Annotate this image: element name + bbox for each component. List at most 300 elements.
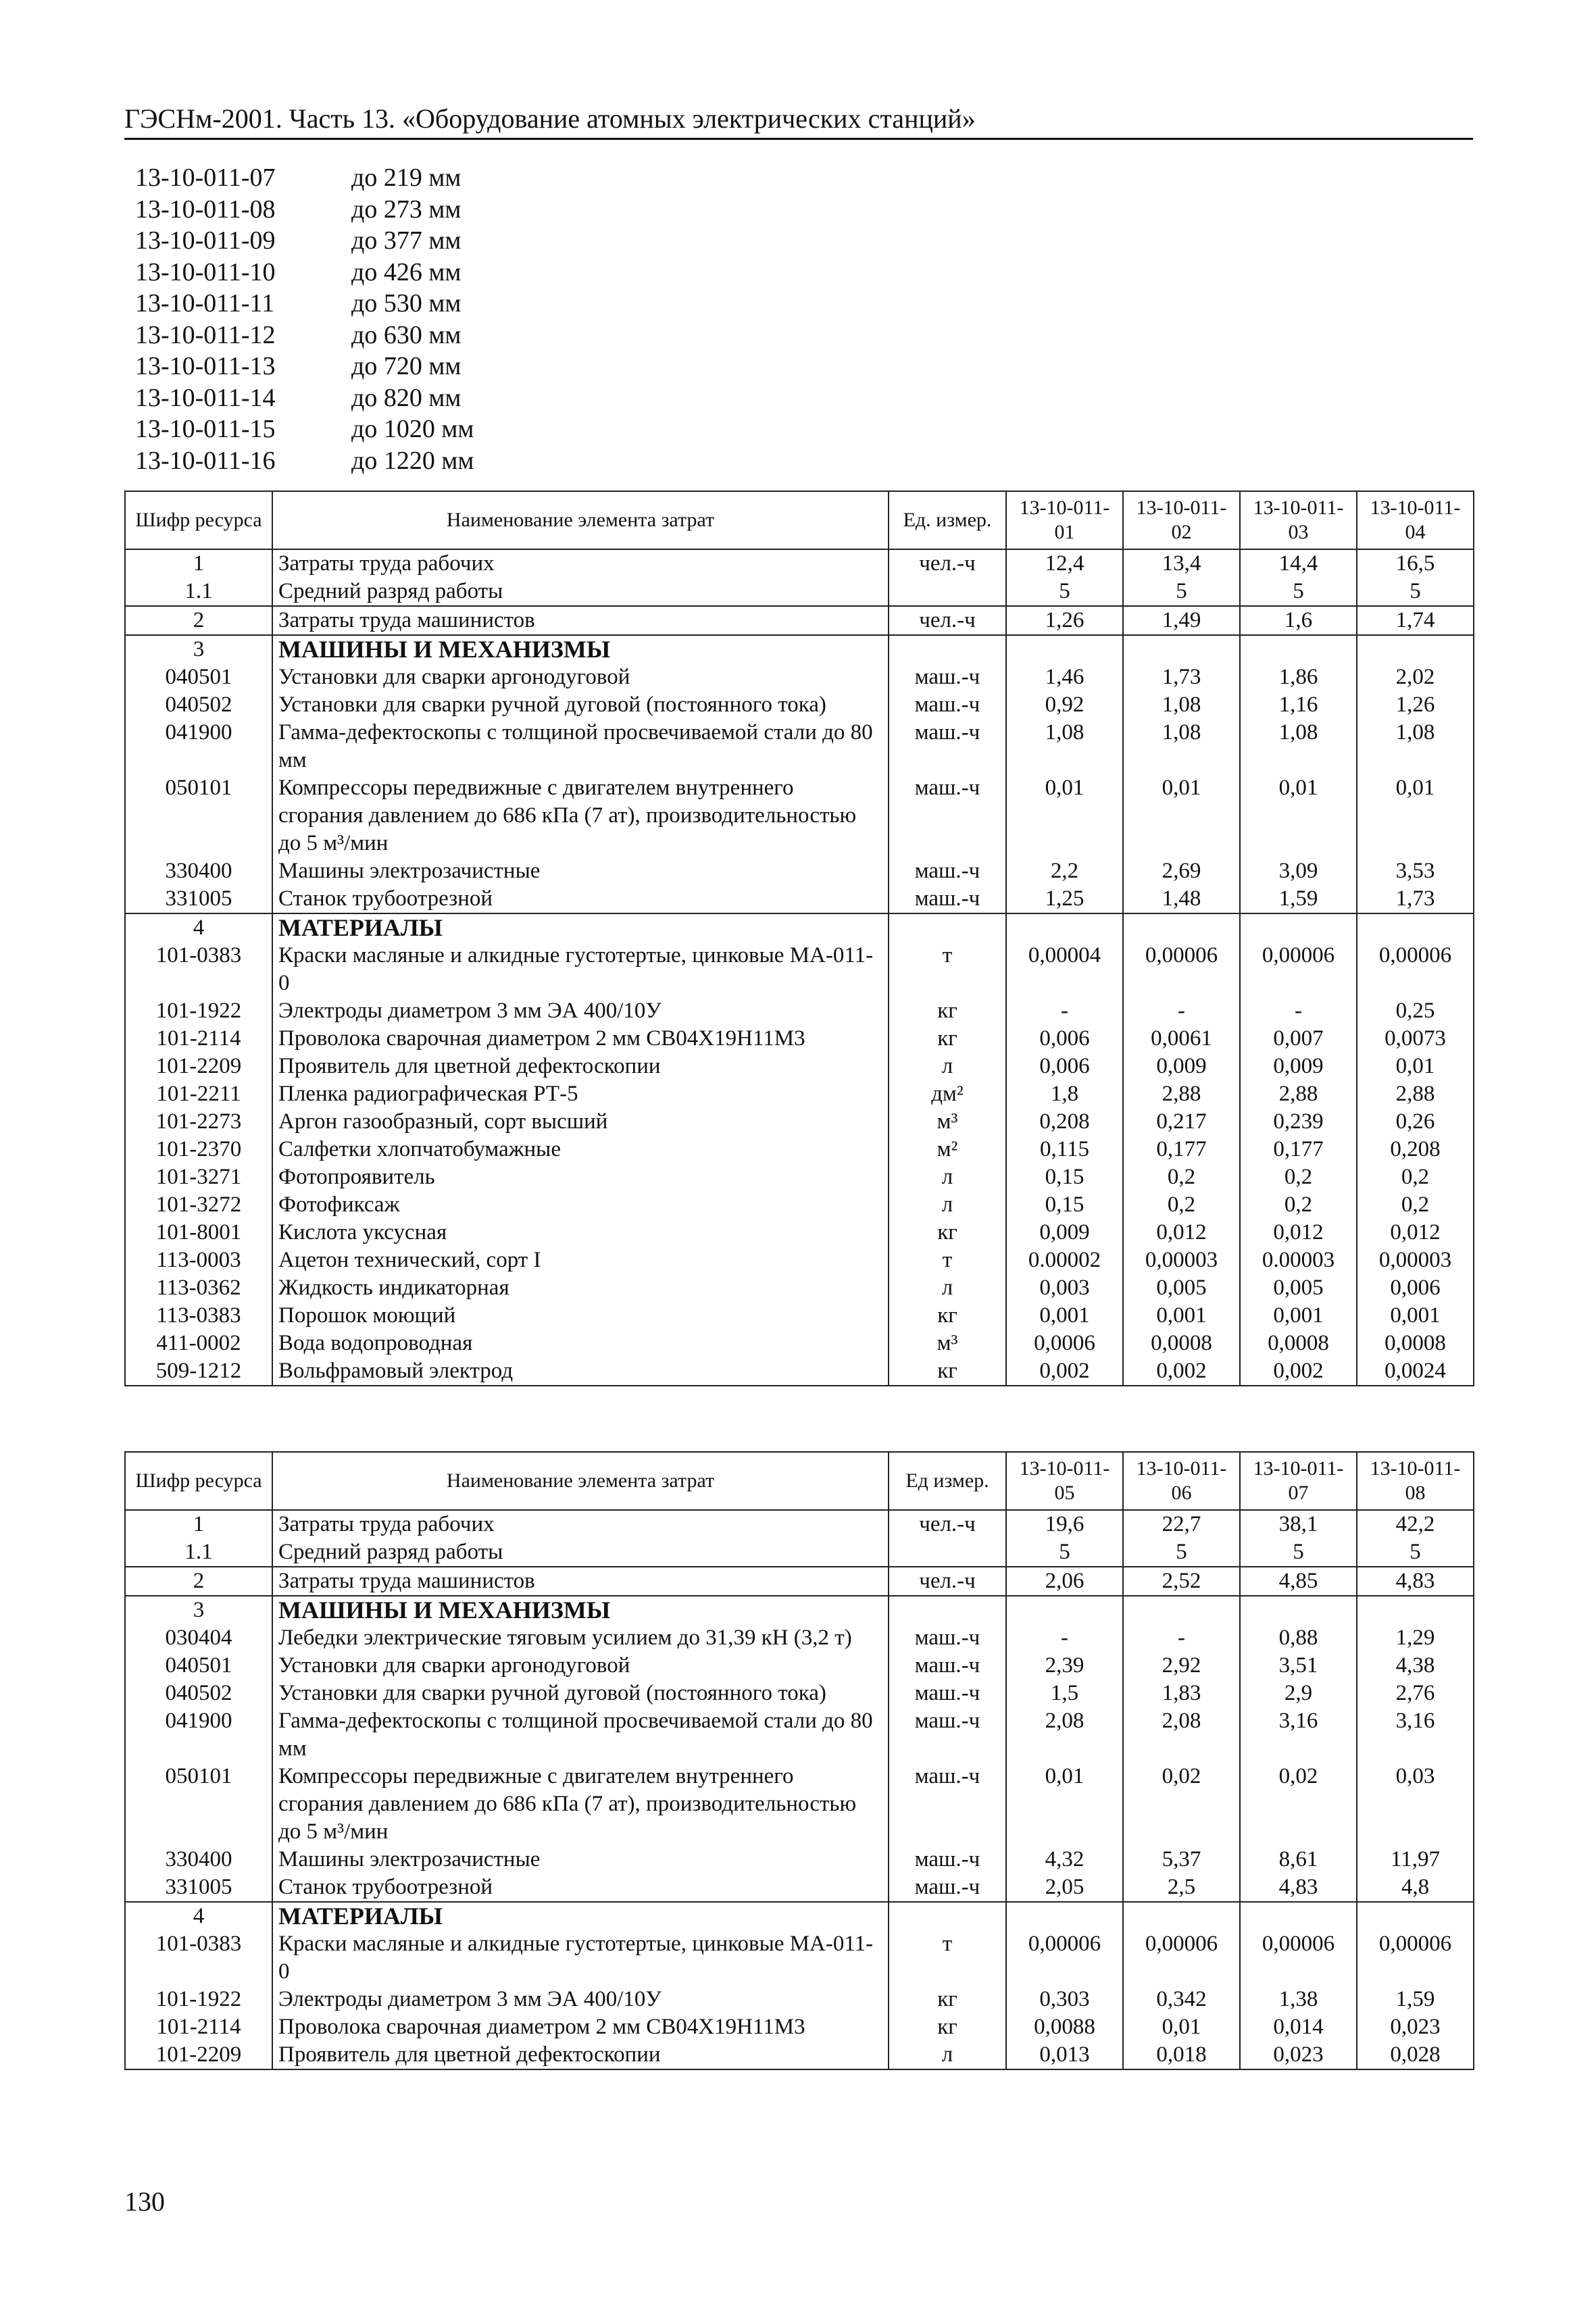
value-cell: 0,01 xyxy=(1006,774,1123,857)
table-row xyxy=(125,1707,1474,1763)
value-cell: 0.00002 xyxy=(1006,1247,1123,1274)
resource-code: 101-2209 xyxy=(125,2041,272,2069)
value-cell: 2,92 xyxy=(1123,1652,1240,1680)
value-cell xyxy=(1006,635,1123,663)
value-cell: 0,001 xyxy=(1240,1302,1357,1330)
resource-code: 050101 xyxy=(125,1763,272,1846)
code-description: до 377 мм xyxy=(351,226,462,255)
value-cell: 1,49 xyxy=(1123,606,1240,635)
value-cell: 0,01 xyxy=(1357,774,1474,857)
value-cell xyxy=(1240,1902,1357,1930)
value-cell: 0,006 xyxy=(1006,1053,1123,1080)
value-cell: 0,03 xyxy=(1357,1763,1474,1846)
unit-cell: кг xyxy=(889,2013,1006,2041)
value-cell: 0,006 xyxy=(1006,1025,1123,1053)
code-value: 13-10-011-12 xyxy=(135,320,276,349)
table-header-row xyxy=(125,491,1474,549)
resource-code: 113-0003 xyxy=(125,1247,272,1274)
value-cell: 1,26 xyxy=(1006,606,1123,635)
unit-cell: маш.-ч xyxy=(889,1846,1006,1873)
resource-code: 330400 xyxy=(125,857,272,885)
header-cell-code: Шифр ресурса xyxy=(125,1452,272,1510)
value-cell: 0,177 xyxy=(1240,1136,1357,1163)
table-row xyxy=(125,1930,1474,1986)
table-row xyxy=(125,1624,1474,1652)
cost-element-name: Кислота уксусная xyxy=(272,1219,889,1247)
cost-element-name: Краски масляные и алкидные густотертые, цинковые МА-011-0 xyxy=(272,942,889,997)
cost-element-name: Компрессоры передвижные с двигателем внутреннего сгорания давлением до 686 кПа (7 ат), производительностью до 5 м³/мин xyxy=(272,774,889,857)
code-list-item xyxy=(135,382,474,414)
value-cell: 0,2 xyxy=(1240,1163,1357,1191)
unit-cell: маш.-ч xyxy=(889,691,1006,719)
value-cell: 1,73 xyxy=(1357,885,1474,913)
code-description: до 273 мм xyxy=(351,195,462,224)
value-cell: 0,0061 xyxy=(1123,1025,1240,1053)
code-list-item xyxy=(135,351,474,382)
value-cell: 0,02 xyxy=(1240,1763,1357,1846)
value-cell: 5,37 xyxy=(1123,1846,1240,1873)
value-cell: 0,023 xyxy=(1240,2041,1357,2069)
table-row xyxy=(125,1567,1474,1596)
resource-code: 1.1 xyxy=(125,1538,272,1567)
unit-cell: л xyxy=(889,1053,1006,1080)
cost-element-name: Затраты труда рабочих xyxy=(272,1510,889,1538)
value-cell: 2,08 xyxy=(1006,1707,1123,1763)
cost-element-name: Проявитель для цветной дефектоскопии xyxy=(272,1053,889,1080)
code-list-item xyxy=(135,162,474,194)
value-cell: 1,29 xyxy=(1357,1624,1474,1652)
value-cell: 2,9 xyxy=(1240,1680,1357,1707)
resource-code: 113-0362 xyxy=(125,1274,272,1302)
table-row xyxy=(125,1652,1474,1680)
value-cell: 0,26 xyxy=(1357,1108,1474,1136)
value-cell: 5 xyxy=(1240,1538,1357,1567)
resource-code: 113-0383 xyxy=(125,1302,272,1330)
table-row xyxy=(125,2013,1474,2041)
value-cell: 0,01 xyxy=(1240,774,1357,857)
value-cell: 0,342 xyxy=(1123,1986,1240,2013)
value-cell: 0,002 xyxy=(1006,1357,1123,1386)
table-row xyxy=(125,1873,1474,1902)
resource-code: 101-2211 xyxy=(125,1080,272,1108)
code-value: 13-10-011-15 xyxy=(135,415,276,443)
value-cell: 14,4 xyxy=(1240,549,1357,578)
table-row xyxy=(125,1763,1474,1846)
value-cell: 16,5 xyxy=(1357,549,1474,578)
value-cell: 0,15 xyxy=(1006,1191,1123,1219)
code-list xyxy=(135,162,474,476)
cost-element-name: Проволока сварочная диаметром 2 мм СВ04Х19Н11М3 xyxy=(272,1025,889,1053)
value-cell xyxy=(1123,1902,1240,1930)
value-cell: 42,2 xyxy=(1357,1510,1474,1538)
cost-element-name: Фотопроявитель xyxy=(272,1163,889,1191)
value-cell: 0,0073 xyxy=(1357,1025,1474,1053)
value-cell: 0,009 xyxy=(1006,1219,1123,1247)
code-description: до 720 мм xyxy=(351,352,462,380)
value-cell: 8,61 xyxy=(1240,1846,1357,1873)
value-cell: 19,6 xyxy=(1006,1510,1123,1538)
header-cell-norm: 13-10-011-07 xyxy=(1240,1452,1357,1510)
value-cell: 2,06 xyxy=(1006,1567,1123,1596)
value-cell xyxy=(1123,1596,1240,1624)
resource-code: 2 xyxy=(125,1567,272,1596)
value-cell: 22,7 xyxy=(1123,1510,1240,1538)
unit-cell xyxy=(889,1902,1006,1930)
value-cell: 0,0088 xyxy=(1006,2013,1123,2041)
code-value: 13-10-011-09 xyxy=(135,226,276,255)
code-value: 13-10-011-16 xyxy=(135,446,276,475)
resource-code: 331005 xyxy=(125,1873,272,1902)
unit-cell: м³ xyxy=(889,1108,1006,1136)
value-cell: 2,88 xyxy=(1123,1080,1240,1108)
code-value: 13-10-011-14 xyxy=(135,383,276,412)
value-cell: 2,52 xyxy=(1123,1567,1240,1596)
value-cell: 0,208 xyxy=(1006,1108,1123,1136)
unit-cell: маш.-ч xyxy=(889,857,1006,885)
value-cell: - xyxy=(1123,1624,1240,1652)
code-list-item xyxy=(135,225,474,257)
value-cell: 2,88 xyxy=(1240,1080,1357,1108)
value-cell: 0,005 xyxy=(1123,1274,1240,1302)
resource-code: 041900 xyxy=(125,719,272,774)
value-cell: 1,16 xyxy=(1240,691,1357,719)
value-cell: 0,208 xyxy=(1357,1136,1474,1163)
resource-code: 411-0002 xyxy=(125,1330,272,1357)
value-cell: 1,08 xyxy=(1123,719,1240,774)
value-cell: 3,09 xyxy=(1240,857,1357,885)
table-row xyxy=(125,1596,1474,1624)
value-cell: - xyxy=(1006,997,1123,1025)
resource-code: 1 xyxy=(125,1510,272,1538)
resource-code: 040501 xyxy=(125,663,272,691)
value-cell: 0,001 xyxy=(1123,1302,1240,1330)
table-row xyxy=(125,606,1474,635)
value-cell: 0,01 xyxy=(1123,774,1240,857)
resource-code: 101-2370 xyxy=(125,1136,272,1163)
code-description: до 1220 мм xyxy=(351,446,474,475)
table-row xyxy=(125,1191,1474,1219)
value-cell xyxy=(1240,1596,1357,1624)
value-cell: 4,38 xyxy=(1357,1652,1474,1680)
value-cell: 0,0006 xyxy=(1006,1330,1123,1357)
resource-table-2 xyxy=(124,1451,1474,2070)
value-cell: 1,08 xyxy=(1123,691,1240,719)
value-cell: 0,00003 xyxy=(1123,1247,1240,1274)
value-cell: 0,15 xyxy=(1006,1163,1123,1191)
cost-element-name: Краски масляные и алкидные густотертые, цинковые МА-011-0 xyxy=(272,1930,889,1986)
header-cell-norm: 13-10-011-05 xyxy=(1006,1452,1123,1510)
value-cell: 1,48 xyxy=(1123,885,1240,913)
unit-cell: м² xyxy=(889,1136,1006,1163)
value-cell: 3,53 xyxy=(1357,857,1474,885)
value-cell: 2,02 xyxy=(1357,663,1474,691)
cost-element-name: Средний разряд работы xyxy=(272,1538,889,1567)
value-cell: 5 xyxy=(1357,1538,1474,1567)
resource-code: 509-1212 xyxy=(125,1357,272,1386)
cost-element-name: Машины электрозачистные xyxy=(272,1846,889,1873)
unit-cell xyxy=(889,1596,1006,1624)
unit-cell: маш.-ч xyxy=(889,1680,1006,1707)
cost-element-name: МАТЕРИАЛЫ xyxy=(272,913,889,942)
cost-element-name: МАШИНЫ И МЕХАНИЗМЫ xyxy=(272,1596,889,1624)
unit-cell: маш.-ч xyxy=(889,1707,1006,1763)
value-cell: 0,00006 xyxy=(1240,1930,1357,1986)
code-list-item xyxy=(135,413,474,445)
code-list-item xyxy=(135,445,474,477)
value-cell: 1,46 xyxy=(1006,663,1123,691)
cost-element-name: Проволока сварочная диаметром 2 мм СВ04Х19Н11М3 xyxy=(272,2013,889,2041)
value-cell: 0,2 xyxy=(1123,1163,1240,1191)
value-cell: 1,74 xyxy=(1357,606,1474,635)
resource-code: 101-2273 xyxy=(125,1108,272,1136)
value-cell: 1,59 xyxy=(1240,885,1357,913)
unit-cell: маш.-ч xyxy=(889,774,1006,857)
value-cell: 0,00006 xyxy=(1357,942,1474,997)
resource-code: 1.1 xyxy=(125,578,272,606)
code-description: до 219 мм xyxy=(351,164,462,192)
value-cell: 1,26 xyxy=(1357,691,1474,719)
value-cell: 0,0008 xyxy=(1123,1330,1240,1357)
cost-element-name: Машины электрозачистные xyxy=(272,857,889,885)
value-cell: 0,00003 xyxy=(1357,1247,1474,1274)
table-row xyxy=(125,1163,1474,1191)
code-list-item xyxy=(135,288,474,320)
value-cell: - xyxy=(1006,1624,1123,1652)
resource-code: 050101 xyxy=(125,774,272,857)
table-row xyxy=(125,1274,1474,1302)
value-cell: 3,16 xyxy=(1240,1707,1357,1763)
resource-code: 4 xyxy=(125,1902,272,1930)
unit-cell: чел.-ч xyxy=(889,1510,1006,1538)
value-cell: 0,00006 xyxy=(1006,1930,1123,1986)
value-cell: 0,88 xyxy=(1240,1624,1357,1652)
resource-code: 040502 xyxy=(125,1680,272,1707)
value-cell: 0,01 xyxy=(1006,1763,1123,1846)
value-cell: 1,59 xyxy=(1357,1986,1474,2013)
header-cell-norm: 13-10-011-01 xyxy=(1006,491,1123,549)
value-cell: 1,73 xyxy=(1123,663,1240,691)
value-cell: 1,83 xyxy=(1123,1680,1240,1707)
value-cell: 0,001 xyxy=(1006,1302,1123,1330)
resource-code: 040501 xyxy=(125,1652,272,1680)
unit-cell: чел.-ч xyxy=(889,1567,1006,1596)
resource-code: 040502 xyxy=(125,691,272,719)
cost-element-name: Ацетон технический, сорт I xyxy=(272,1247,889,1274)
table-row xyxy=(125,549,1474,578)
value-cell: 0,00006 xyxy=(1357,1930,1474,1986)
value-cell: 5 xyxy=(1123,578,1240,606)
code-value: 13-10-011-11 xyxy=(135,289,275,318)
value-cell: 1,08 xyxy=(1240,719,1357,774)
value-cell: 0,0024 xyxy=(1357,1357,1474,1386)
header-cell-unit: Ед измер. xyxy=(889,1452,1006,1510)
cost-element-name: Станок трубоотрезной xyxy=(272,1873,889,1902)
value-cell: - xyxy=(1123,997,1240,1025)
resource-code: 101-2114 xyxy=(125,2013,272,2041)
table-row xyxy=(125,1108,1474,1136)
value-cell: 0,217 xyxy=(1123,1108,1240,1136)
unit-cell: л xyxy=(889,1191,1006,1219)
value-cell: 2,88 xyxy=(1357,1080,1474,1108)
code-value: 13-10-011-13 xyxy=(135,352,276,380)
cost-element-name: Установки для сварки ручной дуговой (постоянного тока) xyxy=(272,691,889,719)
table-row xyxy=(125,1247,1474,1274)
unit-cell: кг xyxy=(889,997,1006,1025)
value-cell: 2,5 xyxy=(1123,1873,1240,1902)
resource-code: 4 xyxy=(125,913,272,942)
table-row xyxy=(125,1302,1474,1330)
table-row xyxy=(125,578,1474,606)
cost-element-name: Проявитель для цветной дефектоскопии xyxy=(272,2041,889,2069)
value-cell: 0,0008 xyxy=(1240,1330,1357,1357)
table-row xyxy=(125,885,1474,913)
value-cell: 0,02 xyxy=(1123,1763,1240,1846)
unit-cell: маш.-ч xyxy=(889,1873,1006,1902)
resource-code: 1 xyxy=(125,549,272,578)
value-cell: 0,92 xyxy=(1006,691,1123,719)
value-cell: 0,00004 xyxy=(1006,942,1123,997)
value-cell: 5 xyxy=(1006,1538,1123,1567)
table-row xyxy=(125,1538,1474,1567)
value-cell: 1,8 xyxy=(1006,1080,1123,1108)
cost-element-name: Установки для сварки аргонодуговой xyxy=(272,663,889,691)
resource-code: 101-2114 xyxy=(125,1025,272,1053)
value-cell: 0,014 xyxy=(1240,2013,1357,2041)
value-cell: 0,009 xyxy=(1240,1053,1357,1080)
table-row xyxy=(125,1330,1474,1357)
resource-code: 2 xyxy=(125,606,272,635)
value-cell xyxy=(1357,1596,1474,1624)
table-row xyxy=(125,1902,1474,1930)
cost-element-name: Затраты труда машинистов xyxy=(272,606,889,635)
table-row xyxy=(125,774,1474,857)
value-cell: 2,69 xyxy=(1123,857,1240,885)
unit-cell: т xyxy=(889,1247,1006,1274)
cost-element-name: Затраты труда рабочих xyxy=(272,549,889,578)
table-row xyxy=(125,942,1474,997)
value-cell: 4,8 xyxy=(1357,1873,1474,1902)
resource-code: 101-0383 xyxy=(125,1930,272,1986)
header-cell-norm: 13-10-011-08 xyxy=(1357,1452,1474,1510)
resource-code: 101-1922 xyxy=(125,997,272,1025)
resource-code: 330400 xyxy=(125,1846,272,1873)
header-cell-name: Наименование элемента затрат xyxy=(272,1452,889,1510)
unit-cell: маш.-ч xyxy=(889,663,1006,691)
value-cell: 0,005 xyxy=(1240,1274,1357,1302)
value-cell xyxy=(1240,913,1357,942)
resource-code: 101-8001 xyxy=(125,1219,272,1247)
code-description: до 1020 мм xyxy=(351,415,474,443)
cost-element-name: Лебедки электрические тяговым усилием до 31,39 кН (3,2 т) xyxy=(272,1624,889,1652)
unit-cell: т xyxy=(889,1930,1006,1986)
cost-element-name: Салфетки хлопчатобумажные xyxy=(272,1136,889,1163)
code-value: 13-10-011-08 xyxy=(135,195,276,224)
value-cell: 0,00006 xyxy=(1123,942,1240,997)
value-cell: 4,32 xyxy=(1006,1846,1123,1873)
value-cell: 11,97 xyxy=(1357,1846,1474,1873)
value-cell: 0,023 xyxy=(1357,2013,1474,2041)
value-cell xyxy=(1123,635,1240,663)
value-cell xyxy=(1357,635,1474,663)
value-cell: 2,2 xyxy=(1006,857,1123,885)
value-cell: 0,006 xyxy=(1357,1274,1474,1302)
code-value: 13-10-011-10 xyxy=(135,257,276,286)
value-cell: 2,76 xyxy=(1357,1680,1474,1707)
table-row xyxy=(125,635,1474,663)
cost-element-name: Компрессоры передвижные с двигателем внутреннего сгорания давлением до 686 кПа (7 ат), производительностью до 5 м³/мин xyxy=(272,1763,889,1846)
table-row xyxy=(125,691,1474,719)
resource-table-1 xyxy=(124,491,1474,1386)
cost-element-name: Установки для сварки ручной дуговой (постоянного тока) xyxy=(272,1680,889,1707)
value-cell: 2,08 xyxy=(1123,1707,1240,1763)
unit-cell: т xyxy=(889,942,1006,997)
value-cell: 12,4 xyxy=(1006,549,1123,578)
value-cell: 0,239 xyxy=(1240,1108,1357,1136)
value-cell: 0,01 xyxy=(1357,1053,1474,1080)
value-cell: 0,012 xyxy=(1123,1219,1240,1247)
cost-element-name: Жидкость индикаторная xyxy=(272,1274,889,1302)
value-cell xyxy=(1357,1902,1474,1930)
table-row xyxy=(125,1680,1474,1707)
cost-element-name: Средний разряд работы xyxy=(272,578,889,606)
value-cell: 0,001 xyxy=(1357,1302,1474,1330)
code-description: до 426 мм xyxy=(351,257,462,286)
value-cell: 5 xyxy=(1357,578,1474,606)
header-cell-code: Шифр ресурса xyxy=(125,491,272,549)
header-cell-norm: 13-10-011-04 xyxy=(1357,491,1474,549)
table-row xyxy=(125,1219,1474,1247)
table-row xyxy=(125,663,1474,691)
cost-element-name: Электроды диаметром 3 мм ЭА 400/10У xyxy=(272,997,889,1025)
resource-code: 041900 xyxy=(125,1707,272,1763)
unit-cell: кг xyxy=(889,1357,1006,1386)
header-cell-unit: Ед. измер. xyxy=(889,491,1006,549)
cost-element-name: Гамма-дефектоскопы с толщиной просвечиваемой стали до 80 мм xyxy=(272,1707,889,1763)
unit-cell: л xyxy=(889,1274,1006,1302)
cost-element-name: Затраты труда машинистов xyxy=(272,1567,889,1596)
page-number: 130 xyxy=(124,2186,165,2217)
value-cell: - xyxy=(1240,997,1357,1025)
header-cell-norm: 13-10-011-02 xyxy=(1123,491,1240,549)
value-cell: 0,01 xyxy=(1123,2013,1240,2041)
cost-element-name: Вольфрамовый электрод xyxy=(272,1357,889,1386)
value-cell: 0,2 xyxy=(1123,1191,1240,1219)
value-cell: 13,4 xyxy=(1123,549,1240,578)
code-list-item xyxy=(135,257,474,288)
table-row xyxy=(125,1080,1474,1108)
value-cell: 1,5 xyxy=(1006,1680,1123,1707)
unit-cell: л xyxy=(889,2041,1006,2069)
table-row xyxy=(125,1986,1474,2013)
value-cell: 0,007 xyxy=(1240,1025,1357,1053)
value-cell: 0,003 xyxy=(1006,1274,1123,1302)
unit-cell: кг xyxy=(889,1302,1006,1330)
resource-code: 331005 xyxy=(125,885,272,913)
value-cell: 38,1 xyxy=(1240,1510,1357,1538)
resource-code: 101-2209 xyxy=(125,1053,272,1080)
cost-element-name: Электроды диаметром 3 мм ЭА 400/10У xyxy=(272,1986,889,2013)
table-row xyxy=(125,1510,1474,1538)
value-cell: 2,39 xyxy=(1006,1652,1123,1680)
header-cell-norm: 13-10-011-03 xyxy=(1240,491,1357,549)
unit-cell: маш.-ч xyxy=(889,885,1006,913)
table-row xyxy=(125,857,1474,885)
unit-cell xyxy=(889,1538,1006,1567)
value-cell xyxy=(1240,635,1357,663)
table-row xyxy=(125,1357,1474,1386)
value-cell: 0,115 xyxy=(1006,1136,1123,1163)
value-cell: 0,2 xyxy=(1240,1191,1357,1219)
